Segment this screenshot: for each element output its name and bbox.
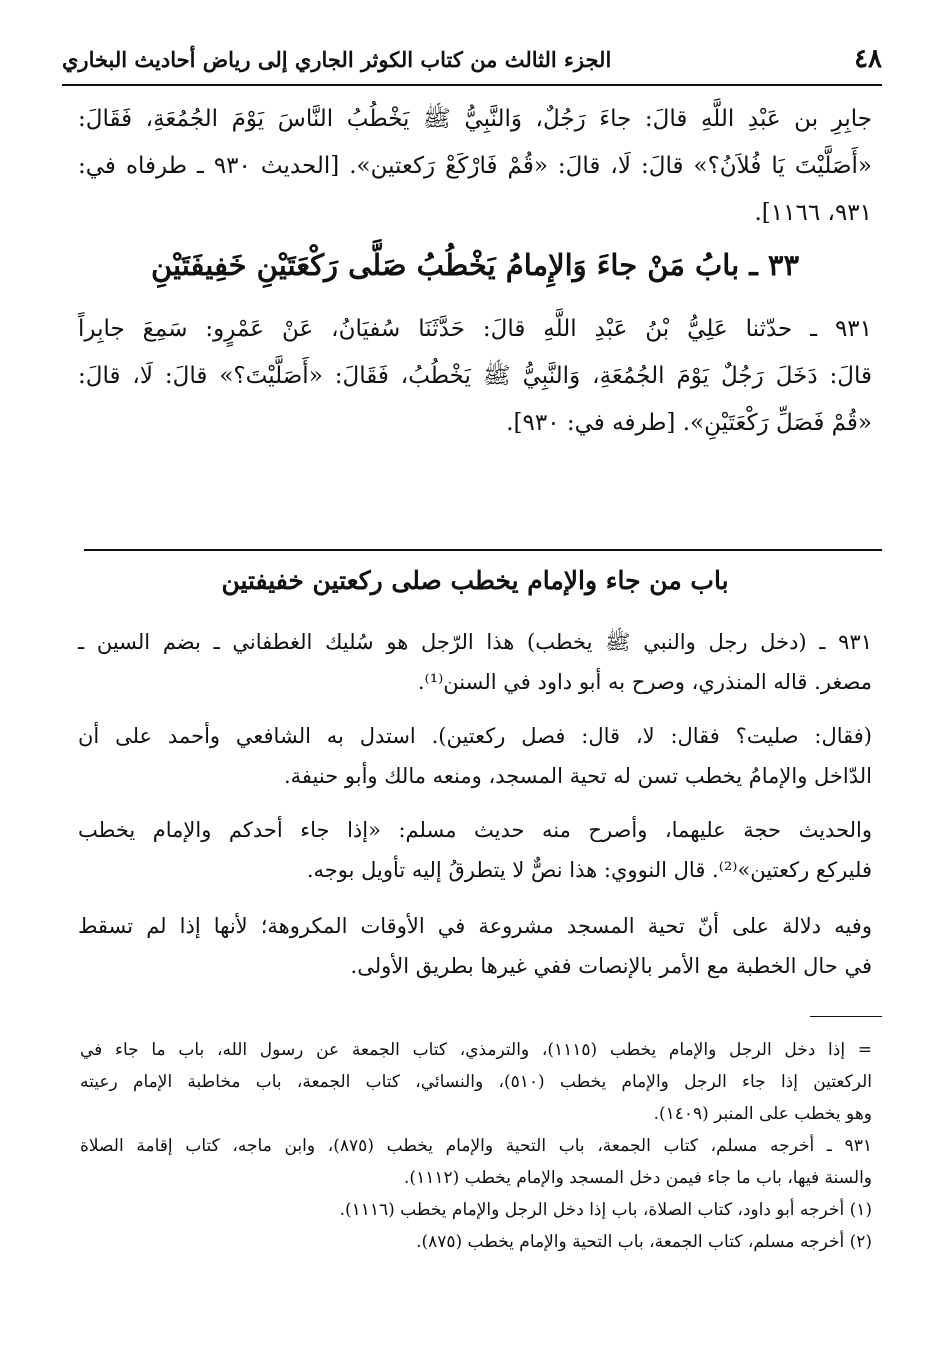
matn-top (78, 96, 872, 237)
matn-top-line-3: ٩٣١، ١١٦٦]. (754, 200, 872, 226)
footnote-2: (٢) أخرجه مسلم، كتاب الجمعة، باب التحية والإمام يخطب (٨٧٥). (416, 1232, 872, 1252)
hadith-931-line-1: ٩٣١ ـ حدّثنا عَلِيُّ بْنُ عَبْدِ اللَّهِ قالَ: حَدَّثَنَا سُفيَانُ، عَنْ عَمْرٍو: سَمِعَ جابِراً (78, 316, 872, 342)
page-number: ٤٨ (854, 44, 882, 74)
footnote-continued-line-1: = إذا دخل الرجل والإمام يخطب (١١١٥)، والترمذي، كتاب الجمعة عن رسول الله، باب ما جاء في (80, 1040, 873, 1060)
commentary-p4-line-2: في حال الخطبة مع الأمر بالإنصات ففي غيرها بطريق الأولى. (350, 954, 872, 978)
commentary-p1-line-1: ٩٣١ ـ (دخل رجل والنبي ﷺ يخطب) هذا الرّجل هو سُليك الغطفاني ـ بضم السين ـ (78, 630, 872, 654)
commentary-separator (84, 549, 882, 551)
commentary-para-2 (78, 716, 872, 796)
commentary-p2-line-2: الدّاخل والإمامُ يخطب تسن له تحية المسجد، ومنعه مالك وأبو حنيفة. (284, 764, 872, 788)
commentary-title: باب من جاء والإمام يخطب صلى ركعتين خفيفتين (221, 566, 729, 595)
commentary-p1-line-2: مصغر. قاله المنذري، وصرح به أبو داود في السنن⁽¹⁾. (417, 670, 872, 694)
commentary-para-4 (78, 906, 872, 986)
footnote-931-line-2: والسنة فيها، باب ما جاء فيمن دخل المسجد والإمام يخطب (١١١٢). (404, 1168, 872, 1188)
footnote-continued-line-2: الركعتين إذا جاء الرجل والإمام يخطب (٥١٠)، والنسائي، كتاب الجمعة، باب مخاطبة الإمام رعيته (80, 1072, 872, 1092)
matn-top-line-2: «أَصَلَّيْتَ يَا فُلاَنُ؟» قالَ: لَا، قالَ: «قُمْ فَارْكَعْ رَكعتين». [الحديث ٩٣٠ ـ طرفاه في: (78, 153, 872, 179)
commentary-p4-line-1: وفيه دلالة على أنّ تحية المسجد مشروعة في الأوقات المكروهة؛ لأنها إذا لم تسقط (78, 914, 872, 938)
footnote-separator (810, 1016, 882, 1017)
page-header (62, 34, 882, 86)
chapter-heading: ٣٣ ـ بابُ مَنْ جاءَ وَالإِمامُ يَخْطُبُ صَلَّى رَكْعَتَيْنِ خَفِيفَتَيْنِ (150, 248, 800, 282)
footnote-931-line-1: ٩٣١ ـ أخرجه مسلم، كتاب الجمعة، باب التحية والإمام يخطب (٨٧٥)، وابن ماجه، كتاب إقامة الصلاة (80, 1136, 872, 1156)
footnotes (80, 1034, 872, 1258)
commentary-para-3 (78, 810, 872, 890)
hadith-931 (78, 306, 872, 447)
hadith-931-line-3: «قُمْ فَصَلِّ رَكْعَتَيْنِ». [طرفه في: ٩٣٠]. (506, 410, 872, 436)
running-title: الجزء الثالث من كتاب الكوثر الجاري إلى رياض أحاديث البخاري (62, 46, 612, 72)
matn-top-line-1: جابِرِ بن عَبْدِ اللَّهِ قالَ: جاءَ رَجُلٌ، وَالنَّبِيُّ ﷺ يَخْطُبُ النَّاسَ يَوْمَ الجُمُعَةِ، فَقَالَ: (78, 106, 872, 132)
footnote-1: (١) أخرجه أبو داود، كتاب الصلاة، باب إذا دخل الرجل والإمام يخطب (١١١٦). (339, 1200, 872, 1220)
commentary-p3-line-1: والحديث حجة عليهما، وأصرح منه حديث مسلم: «إذا جاء أحدكم والإمام يخطب (78, 818, 872, 842)
footnote-continued-line-3: وهو يخطب على المنبر (١٤٠٩). (653, 1104, 872, 1124)
commentary-p3-line-2: فليركع ركعتين»⁽²⁾. قال النووي: هذا نصٌّ لا يتطرقُ إليه تأويل بوجه. (306, 858, 872, 882)
hadith-931-line-2: قالَ: دَخَلَ رَجُلٌ يَوْمَ الجُمُعَةِ، وَالنَّبِيُّ ﷺ يَخْطُبُ، فَقَالَ: «أَصَلَّيْتَ؟» قالَ: لَا، قالَ: (78, 363, 872, 389)
commentary-p2-line-1: (فقال: صليت؟ فقال: لا، قال: فصل ركعتين). استدل به الشافعي وأحمد على أن (78, 724, 872, 748)
commentary-para-1 (78, 622, 872, 702)
